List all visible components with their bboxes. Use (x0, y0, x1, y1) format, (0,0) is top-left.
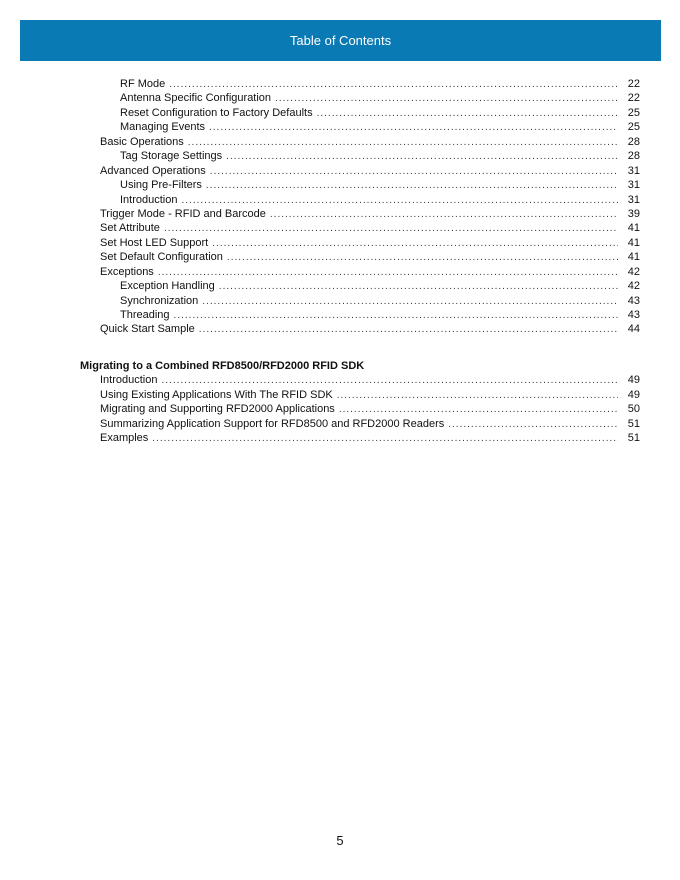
toc-entry-title[interactable]: Quick Start Sample (100, 323, 195, 336)
toc-entry[interactable] (0, 149, 680, 163)
toc-entry-page[interactable]: 43 (627, 294, 640, 307)
toc-entry[interactable] (0, 373, 680, 387)
toc-entry-title[interactable]: Introduction (100, 374, 158, 387)
toc-entry[interactable] (0, 279, 680, 293)
toc-entry[interactable] (0, 164, 680, 178)
toc-entry-title[interactable]: Advanced Operations (100, 164, 206, 177)
toc-entry-page[interactable]: 39 (627, 207, 640, 220)
toc-entry-page[interactable]: 28 (627, 135, 640, 148)
toc-entry[interactable] (0, 77, 680, 91)
dot-leader (199, 323, 618, 337)
toc-entry-page[interactable]: 22 (627, 78, 640, 90)
toc-entry-title[interactable]: Set Host LED Support (100, 236, 209, 249)
header-bar (20, 20, 661, 61)
dot-leader (209, 121, 618, 135)
toc-entry[interactable] (0, 106, 680, 120)
toc-entry-page[interactable]: 31 (627, 164, 640, 177)
toc-entry-title[interactable]: Using Existing Applications With The RFID SDK (100, 388, 333, 401)
toc-entry-title[interactable]: Reset Configuration to Factory Defaults (120, 106, 313, 119)
dot-leader (206, 179, 618, 193)
toc-entry[interactable] (0, 178, 680, 192)
toc-entry-page[interactable]: 51 (627, 417, 640, 430)
toc-entry-page[interactable]: 31 (627, 193, 640, 206)
toc-entry-page[interactable]: 42 (627, 280, 640, 293)
dot-leader (270, 208, 618, 222)
toc-entry[interactable] (0, 236, 680, 250)
dot-leader (317, 107, 618, 121)
dot-leader (212, 237, 618, 251)
toc-entry-page[interactable]: 49 (627, 374, 640, 387)
section-heading[interactable]: Migrating to a Combined RFD8500/RFD2000 RFID SDK (80, 359, 365, 372)
toc-entry-page[interactable]: 28 (627, 150, 640, 163)
toc-entry-page[interactable]: 42 (627, 265, 640, 278)
dot-leader (337, 389, 618, 403)
toc-entry[interactable] (0, 322, 680, 336)
toc-entry-page[interactable]: 49 (627, 388, 640, 401)
toc-entry-title[interactable]: Exceptions (100, 265, 154, 278)
dot-leader (275, 92, 618, 106)
dot-leader (161, 374, 618, 388)
toc-entry-page[interactable]: 25 (627, 106, 640, 119)
toc-entry-page[interactable]: 50 (627, 403, 640, 416)
toc-entry-page[interactable]: 31 (627, 179, 640, 192)
toc-entry-page[interactable]: 51 (627, 432, 640, 445)
toc-entry[interactable] (0, 308, 680, 322)
dot-leader (210, 165, 618, 179)
dot-leader (169, 78, 618, 92)
toc-entry-page[interactable]: 41 (627, 236, 640, 249)
toc-entry-title[interactable]: Antenna Specific Configuration (120, 92, 272, 105)
toc-entry[interactable] (0, 120, 680, 134)
dot-leader (202, 295, 618, 309)
dot-leader (181, 194, 618, 208)
toc-entry[interactable] (0, 294, 680, 308)
toc-entry-title[interactable]: Basic Operations (100, 135, 184, 148)
toc-entry[interactable] (0, 417, 680, 431)
toc-entry-title[interactable]: RF Mode (120, 78, 166, 90)
dot-leader (339, 403, 618, 417)
toc-entry-title[interactable]: Set Attribute (100, 222, 160, 235)
dot-leader (227, 251, 618, 265)
toc-entry-page[interactable]: 44 (627, 323, 640, 336)
toc-entry[interactable] (0, 221, 680, 235)
toc-entry[interactable] (0, 265, 680, 279)
toc-entry-title[interactable]: Tag Storage Settings (120, 150, 223, 163)
toc-entry-title[interactable]: Summarizing Application Support for RFD8500 and RFD2000 Readers (100, 417, 445, 430)
toc-entry[interactable] (0, 135, 680, 149)
toc-entry-page[interactable]: 41 (627, 222, 640, 235)
dot-leader (448, 418, 618, 432)
toc-entry-title[interactable]: Using Pre-Filters (120, 179, 202, 192)
toc-entry[interactable] (0, 431, 680, 445)
toc-entry-page[interactable]: 41 (627, 251, 640, 264)
toc-entry[interactable] (0, 193, 680, 207)
toc-entry-title[interactable]: Set Default Configuration (100, 251, 223, 264)
toc-entry-page[interactable]: 22 (627, 92, 640, 105)
toc-entry-title[interactable]: Introduction (120, 193, 178, 206)
toc-entry[interactable] (0, 250, 680, 264)
page-number: 5 (336, 833, 344, 848)
toc-entry-title[interactable]: Migrating and Supporting RFD2000 Applications (100, 403, 335, 416)
dot-leader (158, 266, 618, 280)
toc-entry-title[interactable]: Examples (100, 432, 149, 445)
toc-entry-title[interactable]: Threading (120, 309, 170, 321)
dot-leader (226, 150, 618, 164)
toc-entry-title[interactable]: Managing Events (120, 121, 205, 134)
dot-leader (174, 309, 618, 323)
dot-leader (164, 222, 618, 236)
toc-entry-title[interactable]: Trigger Mode - RFID and Barcode (100, 207, 266, 220)
toc-entry-title[interactable]: Synchronization (120, 294, 199, 307)
header-title: Table of Contents (289, 33, 392, 48)
toc-entry-page[interactable]: 43 (627, 309, 640, 321)
toc-entry[interactable] (0, 207, 680, 221)
toc-entry[interactable] (0, 388, 680, 402)
toc-section-1 (0, 77, 680, 337)
toc-entry-title[interactable]: Exception Handling (120, 280, 215, 293)
table-of-contents (0, 77, 680, 446)
dot-leader (188, 136, 618, 150)
dot-leader (152, 432, 618, 446)
toc-entry[interactable] (0, 402, 680, 416)
toc-entry-page[interactable]: 25 (627, 121, 640, 134)
toc-section-2 (0, 373, 680, 445)
dot-leader (219, 280, 618, 294)
toc-entry[interactable] (0, 91, 680, 105)
